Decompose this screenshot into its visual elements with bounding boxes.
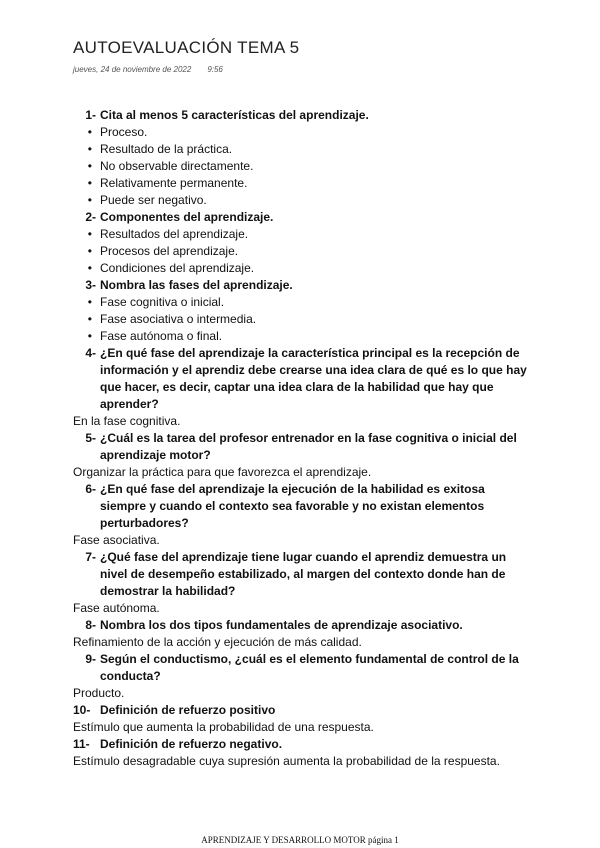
question-3: 3- Nombra las fases del aprendizaje. <box>85 278 293 292</box>
list-item: • Proceso. <box>87 125 148 139</box>
question-10: 10- Definición de refuerzo positivo <box>73 703 276 717</box>
document-body <box>73 107 533 770</box>
list-item: • Procesos del aprendizaje. <box>87 244 239 258</box>
list-item: • Fase cognitiva o inicial. <box>87 295 225 309</box>
page-timestamp <box>73 65 223 74</box>
question-5: 5- ¿Cuál es la tarea del profesor entrenador en la fase cognitiva o inicial del aprendizaje motor? <box>85 431 517 462</box>
page-time: 9:56 <box>207 65 223 74</box>
answer-4: En la fase cognitiva. <box>73 414 181 428</box>
list-item: • Fase autónoma o final. <box>87 329 223 343</box>
list-item: • Puede ser negativo. <box>87 193 207 207</box>
list-item: • Fase asociativa o intermedia. <box>87 312 257 326</box>
list-item: • No observable directamente. <box>87 159 254 173</box>
answer-11: Estímulo desagradable cuya supresión aumenta la probabilidad de la respuesta. <box>73 754 500 768</box>
answer-6: Fase asociativa. <box>73 533 160 547</box>
answer-8: Refinamiento de la acción y ejecución de más calidad. <box>73 635 362 649</box>
answer-5: Organizar la práctica para que favorezca el aprendizaje. <box>73 465 372 479</box>
question-11: 11- Definición de refuerzo negativo. <box>73 737 283 751</box>
answer-9: Producto. <box>73 686 125 700</box>
question-9: 9- Según el conductismo, ¿cuál es el elemento fundamental de control de la conducta? <box>85 652 519 683</box>
question-8: 8- Nombra los dos tipos fundamentales de aprendizaje asociativo. <box>85 618 463 632</box>
list-item: • Relativamente permanente. <box>87 176 248 190</box>
question-4: 4- ¿En qué fase del aprendizaje la característica principal es la recepción de información y el aprendiz debe crearse una idea clara de qué es lo que hay que hacer, es decir, captar una idea clara de la habilidad que hay que aprender? <box>85 346 527 411</box>
question-2: 2- Componentes del aprendizaje. <box>85 210 274 224</box>
page-date: jueves, 24 de noviembre de 2022 <box>73 65 192 74</box>
list-item: • Resultados del aprendizaje. <box>87 227 249 241</box>
list-item: • Resultado de la práctica. <box>87 142 233 156</box>
page-title: AUTOEVALUACIÓN TEMA 5 <box>73 38 300 57</box>
answer-7: Fase autónoma. <box>73 601 160 615</box>
list-item: • Condiciones del aprendizaje. <box>87 261 255 275</box>
question-6: 6- ¿En qué fase del aprendizaje la ejecución de la habilidad es exitosa siempre y cuando el contexto sea favorable y no existan elementos perturbadores? <box>85 482 485 530</box>
question-1: 1- Cita al menos 5 características del aprendizaje. <box>85 108 369 122</box>
footer-page-number: página 1 <box>367 835 399 845</box>
answer-10: Estímulo que aumenta la probabilidad de una respuesta. <box>73 720 374 734</box>
question-7: 7- ¿Qué fase del aprendizaje tiene lugar cuando el aprendiz demuestra un nivel de desempeño estabilizado, al margen del contexto donde han de demostrar la habilidad? <box>85 550 507 598</box>
page-footer <box>0 835 600 845</box>
footer-title: APRENDIZAJE Y DESARROLLO MOTOR <box>201 835 366 845</box>
